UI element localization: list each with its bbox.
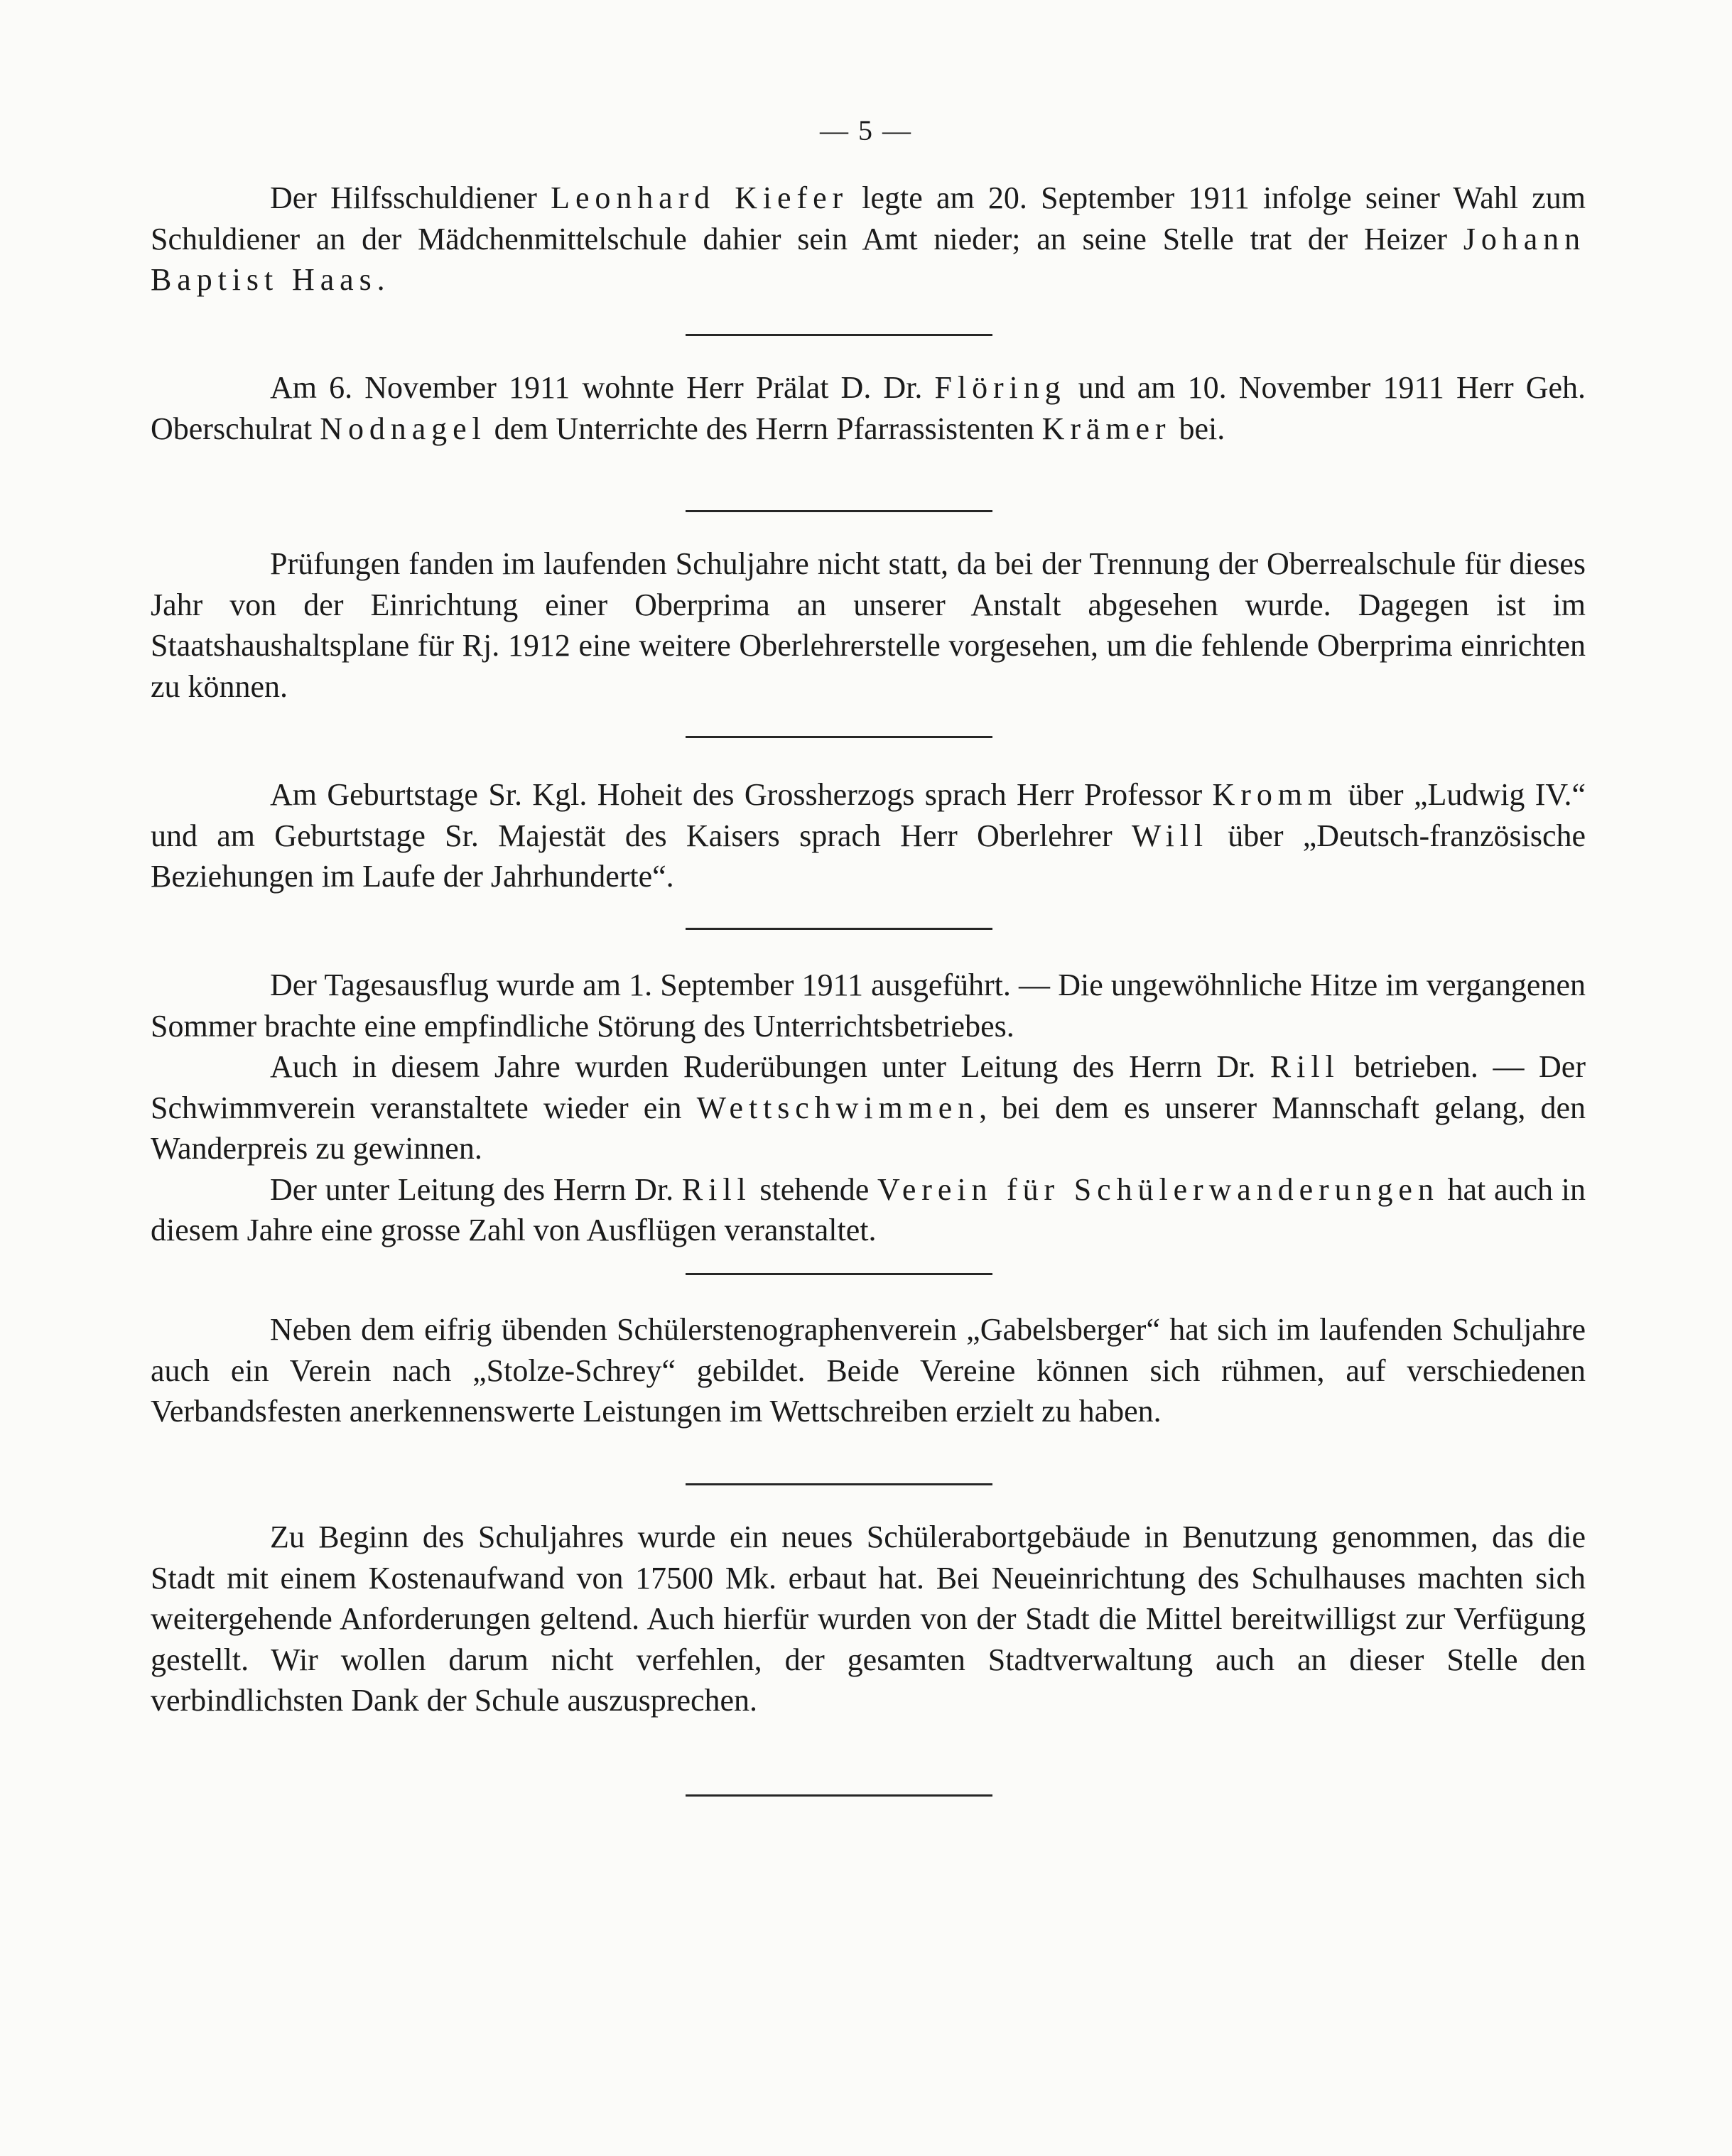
person-name: Rill: [681, 1171, 752, 1207]
person-name: Johann Baptist Haas: [151, 221, 1586, 297]
divider: [686, 1273, 992, 1275]
paragraph-text: Der unter Leitung des Herrn Dr. Rill stehende Verein für Schülerwanderungen hat auch in diesem Jahre eine grosse Zahl von Ausflügen veranstaltet.: [151, 1171, 1586, 1247]
divider: [686, 334, 992, 336]
paragraph-excursions-sports: [151, 965, 1586, 1251]
divider: [686, 1794, 992, 1797]
person-name: Rill: [1270, 1049, 1340, 1084]
paragraph-visits: [151, 367, 1586, 449]
person-name: Flöring: [934, 370, 1066, 405]
divider: [686, 928, 992, 930]
paragraph-birthday-speeches: [151, 774, 1586, 897]
paragraph-text: Zu Beginn des Schuljahres wurde ein neues Schülerabortgebäude in Benutzung genommen, das die Stadt mit einem Kostenaufwand von 17500 Mk. erbaut hat. Bei Neueinrichtung des Schulhauses machten sich weitergehende Anforderungen geltend. Auch hierfür wurden von der Stadt die Mittel bereitwilligst zur Verfügung gestellt. Wir wollen darum nicht verfehlen, der gesamten Stadtverwaltung auch an dieser Stelle den verbindlichsten Dank der Schule auszusprechen.: [151, 1520, 1586, 1718]
page-number: — 5 —: [820, 114, 912, 146]
paragraph-text: Prüfungen fanden im laufenden Schuljahre nicht statt, da bei der Trennung der Oberrealschule für dieses Jahr von der Einrichtung einer Oberprima an unserer Anstalt abgesehen wurde. Dagegen ist im Staatshaushaltsplane für Rj. 1912 eine weitere Oberlehrerstelle vorgesehen, um die fehlende Oberprima einrichten zu können.: [151, 546, 1586, 704]
person-name: Will: [1131, 818, 1209, 853]
paragraph-building: [151, 1517, 1586, 1721]
paragraph-text: Der Tagesausflug wurde am 1. September 1911 ausgeführt. — Die ungewöhnliche Hitze im vergangenen Sommer brachte eine empfindliche Störung des Unterrichtsbetriebes.: [151, 968, 1586, 1044]
divider: [686, 1483, 992, 1485]
paragraph-text: Neben dem eifrig übenden Schülerstenographenverein „Gabelsberger“ hat sich im laufenden Schuljahre auch ein Verein nach „Stolze-Schrey“ gebildet. Beide Vereine können sich rühmen, auf verschiedenen Verbandsfesten anerkennenswerte Leistungen im Wettschreiben erzielt zu haben.: [151, 1312, 1586, 1429]
person-name: Kromm: [1212, 777, 1338, 812]
person-name: Leonhard Kiefer: [551, 180, 849, 215]
emphasis-term: Wettschwimmen: [696, 1090, 980, 1125]
divider: [686, 736, 992, 738]
paragraph-exams: [151, 543, 1586, 707]
divider: [686, 510, 992, 512]
person-name: Nodnagel: [320, 411, 487, 446]
emphasis-term: Verein für Schülerwanderungen: [877, 1171, 1439, 1207]
paragraph-staff-change: [151, 178, 1586, 300]
paragraph-stenography: [151, 1309, 1586, 1432]
paragraph-text: Auch in diesem Jahre wurden Ruderübungen unter Leitung des Herrn Dr. Rill betrieben. — Der Schwimmverein veranstaltete wieder ein Wettschwimmen, bei dem es unserer Mannschaft gelang, den Wanderpreis zu gewinnen.: [151, 1049, 1586, 1166]
person-name: Krämer: [1041, 411, 1171, 446]
paragraph-text: Am Geburtstage Sr. Kgl. Hoheit des Grossherzogs sprach Herr Professor Kromm über „Ludwig IV.“ und am Geburtstage Sr. Majestät des Kaisers sprach Herr Oberlehrer Will über „Deutsch-französische Beziehungen im Laufe der Jahrhunderte“.: [151, 777, 1586, 894]
paragraph-text: Der Hilfsschuldiener Leonhard Kiefer legte am 20. September 1911 infolge seiner Wahl zum Schuldiener an der Mädchenmittelschule dahier sein Amt nieder; an seine Stelle trat der Heizer Johann Baptist Haas.: [151, 180, 1586, 297]
paragraph-text: Am 6. November 1911 wohnte Herr Prälat D. Dr. Flöring und am 10. November 1911 Herr Geh. Oberschulrat Nodnagel dem Unterrichte des Herrn Pfarrassistenten Krämer bei.: [151, 370, 1586, 446]
